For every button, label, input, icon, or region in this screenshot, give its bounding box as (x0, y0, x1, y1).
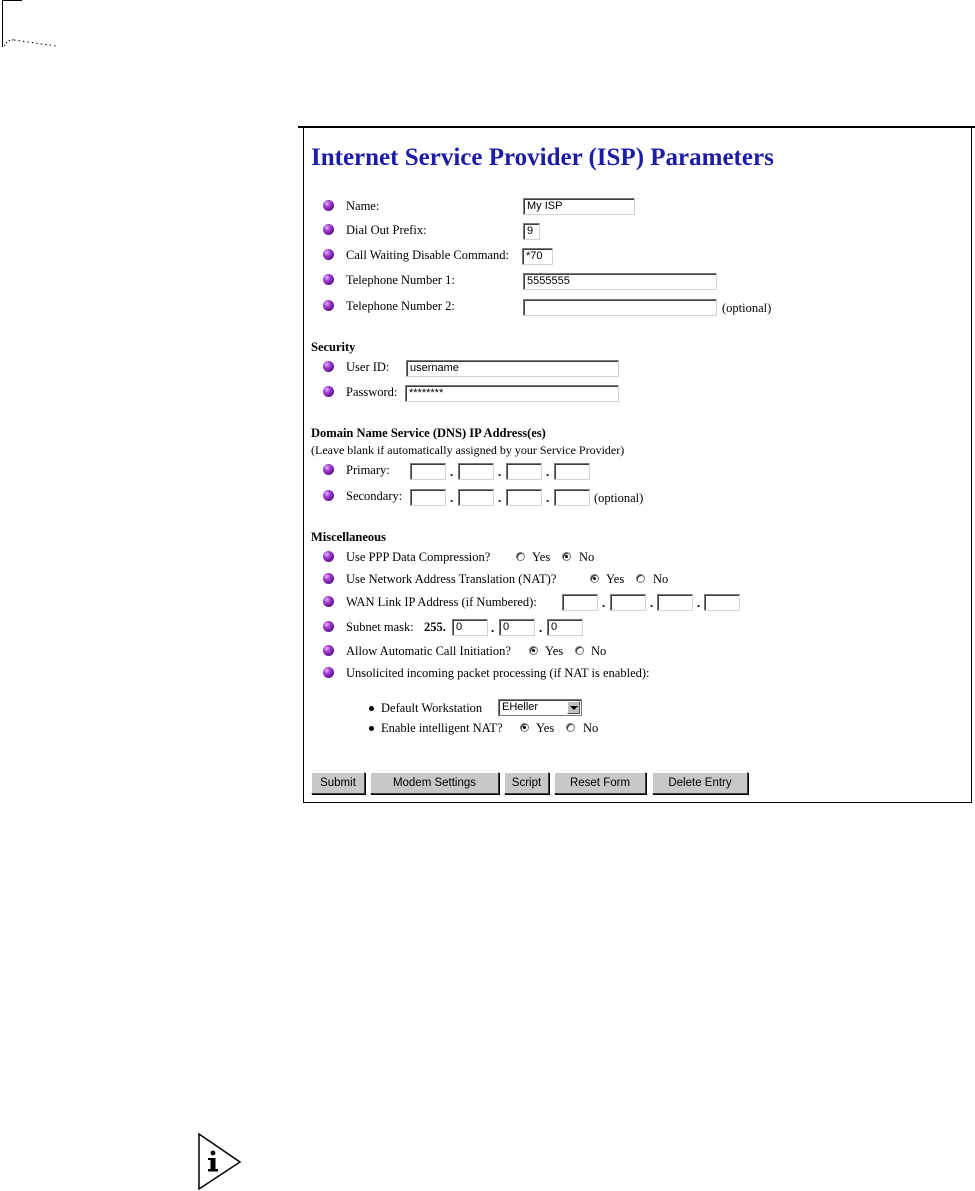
dot-separator: . (650, 595, 654, 610)
chevron-down-icon[interactable] (567, 701, 580, 714)
prefix-row (323, 221, 773, 239)
name-input[interactable]: My ISP (523, 198, 635, 215)
intelligent-nat-label: Enable intelligent NAT? (381, 721, 503, 735)
default-workstation-row (369, 699, 481, 717)
password-input[interactable]: ******** (405, 385, 619, 402)
purple-sphere-bullet-icon (323, 464, 334, 475)
intelligent-nat-row (369, 719, 609, 737)
intelligent-nat-no-radio[interactable] (566, 723, 575, 732)
script-button[interactable]: Script (504, 772, 549, 794)
dot-separator: . (546, 490, 550, 505)
default-workstation-value: EHeller (502, 701, 539, 713)
intelligent-nat-no-label: No (583, 721, 599, 735)
ppp-yes-radio[interactable] (516, 552, 525, 561)
name-label: Name: (346, 199, 380, 213)
dot-separator: . (539, 620, 543, 635)
telephone-2-input[interactable] (523, 299, 717, 316)
intelligent-nat-yes-label: Yes (536, 721, 555, 735)
primary-dns-row (323, 461, 413, 479)
wan-ip-octet-2[interactable] (610, 594, 646, 611)
primary-dns-octet-2[interactable] (458, 463, 494, 480)
page-corner-dots (4, 38, 56, 48)
subnet-octet-4[interactable]: 0 (547, 619, 583, 636)
page-corner-top (2, 0, 22, 1)
purple-sphere-bullet-icon (323, 621, 334, 632)
primary-dns-octet-3[interactable] (506, 463, 542, 480)
wan-row (323, 593, 563, 611)
prefix-label: Dial Out Prefix: (346, 223, 427, 237)
modem-settings-button[interactable]: Modem Settings (370, 772, 499, 794)
secondary-dns-octet-1[interactable] (410, 489, 446, 506)
purple-sphere-bullet-icon (323, 551, 334, 562)
purple-sphere-bullet-icon (323, 200, 334, 211)
callwait-label: Call Waiting Disable Command: (346, 248, 509, 262)
info-icon (198, 1132, 242, 1190)
purple-sphere-bullet-icon (323, 249, 334, 260)
reset-form-button[interactable]: Reset Form (554, 772, 646, 794)
dns-heading: Domain Name Service (DNS) IP Address(es) (311, 426, 546, 440)
telephone-1-input[interactable]: 5555555 (523, 273, 717, 290)
nat-label: Use Network Address Translation (NAT)? (346, 572, 557, 586)
delete-entry-button[interactable]: Delete Entry (652, 772, 748, 794)
tel2-label: Telephone Number 2: (346, 299, 455, 313)
wan-label: WAN Link IP Address (if Numbered): (346, 595, 537, 609)
unsolicited-label: Unsolicited incoming packet processing (if NAT is enabled): (346, 666, 650, 680)
secondary-dns-label: Secondary: (346, 489, 403, 503)
wan-ip-octet-1[interactable] (562, 594, 598, 611)
auto-call-yes-label: Yes (545, 644, 564, 658)
submit-button[interactable]: Submit (311, 772, 365, 794)
bullet-icon (369, 706, 374, 711)
page-title: Internet Service Provider (ISP) Parameters (311, 144, 774, 171)
auto-call-no-radio[interactable] (575, 646, 584, 655)
auto-call-row (323, 642, 623, 660)
userid-label: User ID: (346, 360, 390, 374)
secondary-dns-octet-2[interactable] (458, 489, 494, 506)
auto-call-yes-radio[interactable] (529, 646, 538, 655)
nat-no-radio[interactable] (636, 574, 645, 583)
secondary-dns-optional-note: (optional) (594, 491, 644, 505)
ppp-yes-label: Yes (532, 550, 551, 564)
security-heading: Security (311, 340, 356, 354)
subnet-prefix: 255. (424, 620, 446, 634)
password-label: Password: (346, 385, 398, 399)
secondary-dns-row (323, 487, 413, 505)
purple-sphere-bullet-icon (323, 224, 334, 235)
auto-call-label: Allow Automatic Call Initiation? (346, 644, 511, 658)
subnet-label: Subnet mask: (346, 620, 414, 634)
misc-heading: Miscellaneous (311, 530, 386, 544)
primary-dns-label: Primary: (346, 463, 390, 477)
nat-yes-radio[interactable] (590, 574, 599, 583)
purple-sphere-bullet-icon (323, 596, 334, 607)
auto-call-no-label: No (591, 644, 607, 658)
ppp-label: Use PPP Data Compression? (346, 550, 491, 564)
purple-sphere-bullet-icon (323, 667, 334, 678)
dot-separator: . (546, 464, 550, 479)
wan-ip-octet-4[interactable] (704, 594, 740, 611)
dot-separator: . (602, 595, 606, 610)
subnet-row (323, 618, 453, 636)
bullet-icon (369, 726, 374, 731)
nat-no-label: No (653, 572, 669, 586)
subnet-octet-2[interactable]: 0 (452, 619, 488, 636)
secondary-dns-octet-4[interactable] (554, 489, 590, 506)
primary-dns-octet-1[interactable] (410, 463, 446, 480)
purple-sphere-bullet-icon (323, 645, 334, 656)
purple-sphere-bullet-icon (323, 274, 334, 285)
primary-dns-octet-4[interactable] (554, 463, 590, 480)
dial-prefix-input[interactable]: 9 (523, 223, 540, 240)
call-waiting-input[interactable]: *70 (522, 248, 553, 265)
default-workstation-label: Default Workstation (381, 701, 483, 715)
purple-sphere-bullet-icon (323, 386, 334, 397)
dot-separator: . (450, 464, 454, 479)
dot-separator: . (450, 490, 454, 505)
ppp-row (323, 548, 613, 566)
unsolicited-row (323, 664, 683, 682)
nat-row (323, 570, 683, 588)
default-workstation-select[interactable] (498, 699, 582, 716)
nat-yes-label: Yes (606, 572, 625, 586)
purple-sphere-bullet-icon (323, 573, 334, 584)
userid-input[interactable]: username (406, 360, 619, 377)
purple-sphere-bullet-icon (323, 300, 334, 311)
secondary-dns-octet-3[interactable] (506, 489, 542, 506)
dot-separator: . (697, 595, 701, 610)
dot-separator: . (498, 464, 502, 479)
page-corner-line (2, 0, 3, 47)
dot-separator: . (491, 620, 495, 635)
purple-sphere-bullet-icon (323, 361, 334, 372)
intelligent-nat-yes-radio[interactable] (520, 723, 529, 732)
dot-separator: . (498, 490, 502, 505)
subnet-octet-3[interactable]: 0 (499, 619, 535, 636)
wan-ip-octet-3[interactable] (657, 594, 693, 611)
purple-sphere-bullet-icon (323, 490, 334, 501)
dns-note: (Leave blank if automatically assigned by your Service Provider) (311, 443, 625, 457)
tel1-label: Telephone Number 1: (346, 273, 455, 287)
tel2-optional-note: (optional) (722, 301, 772, 315)
ppp-no-radio[interactable] (562, 552, 571, 561)
ppp-no-label: No (579, 550, 595, 564)
